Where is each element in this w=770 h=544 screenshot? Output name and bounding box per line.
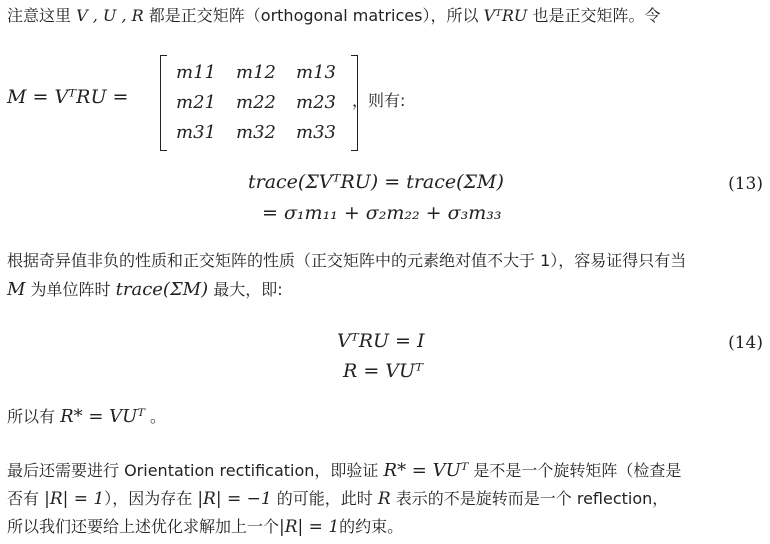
eq14-number: (14) bbox=[728, 333, 763, 353]
paragraph-intro bbox=[7, 5, 660, 27]
orientation-line2-a: 否有 bbox=[7, 489, 45, 508]
orientation-line3-b: 的约束。 bbox=[339, 517, 404, 536]
orientation-det-pos: |R| = 1 bbox=[44, 489, 105, 509]
property-mid: 为单位阵时 bbox=[25, 280, 116, 299]
matrix-cell: m32 bbox=[236, 121, 276, 143]
intro-mid: 都是正交矩阵（orthogonal matrices），所以 bbox=[143, 6, 484, 25]
matrix-cell: m12 bbox=[236, 61, 276, 83]
eq13-line2: = σ₁m₁₁ + σ₂m₂₂ + σ₃m₃₃ bbox=[262, 202, 502, 224]
matrix-cell: m33 bbox=[296, 121, 336, 143]
property-expr: trace(ΣM) bbox=[115, 279, 209, 300]
matrix-m bbox=[160, 55, 358, 151]
eq14-line2: R = VUᵀ bbox=[343, 360, 424, 382]
paragraph-orientation-line2 bbox=[7, 488, 668, 510]
eq14-line1: VᵀRU = I bbox=[337, 330, 425, 352]
orientation-a: 最后还需要进行 Orientation rectification，即验证 bbox=[7, 461, 384, 480]
orientation-expr: R* = VUᵀ bbox=[383, 460, 469, 481]
eq13-number: (13) bbox=[728, 174, 763, 194]
paragraph-property-line2 bbox=[7, 279, 283, 301]
intro-vars: V , U , R bbox=[76, 6, 144, 25]
matrix-cell: m31 bbox=[176, 121, 216, 143]
paragraph-orientation-line3 bbox=[7, 516, 403, 538]
result-prefix: 所以有 bbox=[7, 407, 61, 426]
orientation-line2-b: ），因为存在 bbox=[104, 489, 198, 508]
result-suffix: 。 bbox=[144, 407, 166, 426]
orientation-var-r: R bbox=[377, 489, 391, 509]
orientation-det-neg: |R| = −1 bbox=[197, 489, 272, 509]
matrix-after-text: ，则有: bbox=[352, 91, 406, 110]
intro-prefix: 注意这里 bbox=[7, 6, 77, 25]
eq13-line1: trace(ΣVᵀRU) = trace(ΣM) bbox=[248, 171, 504, 193]
matrix-cell: m13 bbox=[296, 61, 336, 83]
paragraph-result bbox=[7, 406, 166, 428]
property-end: 最大，即: bbox=[208, 280, 283, 299]
intro-suffix: 也是正交矩阵。令 bbox=[527, 6, 661, 25]
matrix-cell: m23 bbox=[296, 91, 336, 113]
orientation-line3-a: 所以我们还要给上述优化求解加上一个 bbox=[7, 517, 280, 536]
orientation-b: 是不是一个旋转矩阵（检查是 bbox=[468, 461, 682, 480]
paragraph-property: 根据奇异值非负的性质和正交矩阵的性质（正交矩阵中的元素绝对值不大于 1），容易证得只有当 bbox=[7, 251, 687, 270]
matrix-cell: m22 bbox=[236, 91, 276, 113]
result-expr: R* = VUᵀ bbox=[60, 406, 145, 427]
orientation-constraint: |R| = 1 bbox=[279, 517, 340, 537]
property-var-m: M bbox=[7, 279, 26, 300]
orientation-line2-d: 表示的不是旋转而是一个 reflection， bbox=[390, 489, 669, 508]
intro-expr: VᵀRU bbox=[483, 6, 528, 25]
paragraph-orientation bbox=[7, 460, 681, 482]
orientation-line2-c: 的可能，此时 bbox=[271, 489, 378, 508]
matrix-cell: m11 bbox=[176, 61, 216, 83]
matrix-lhs: M = VᵀRU = bbox=[7, 86, 129, 108]
matrix-cell: m21 bbox=[176, 91, 216, 113]
